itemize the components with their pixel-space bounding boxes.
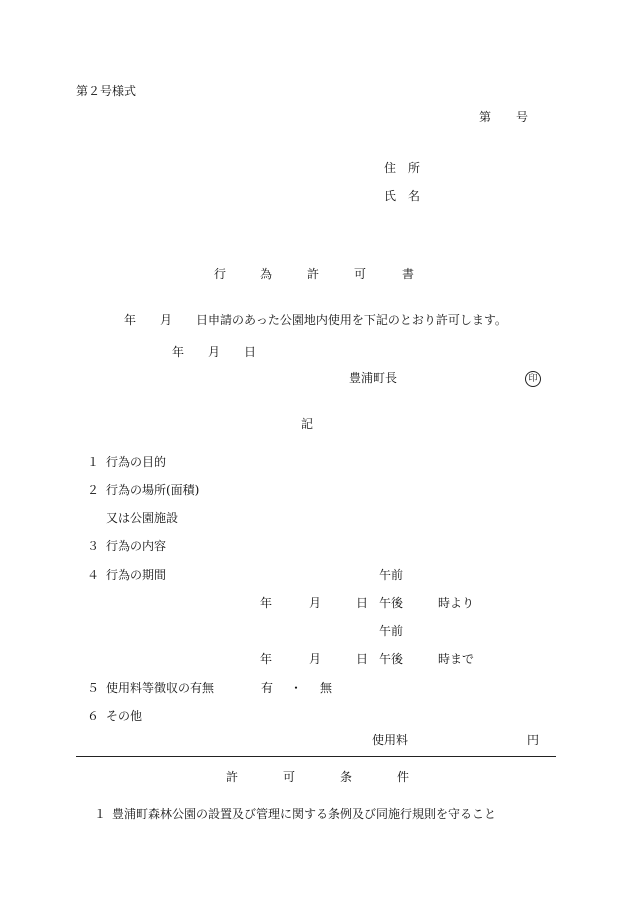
condition-text: 豊浦町森林公園の設置及び管理に関する条例及び同施行規則を守ること	[112, 807, 497, 821]
fee-unit: 円	[527, 733, 540, 747]
title-char: 行	[214, 267, 227, 281]
item-number: ６	[87, 709, 100, 723]
fee-separator: ・	[290, 681, 303, 695]
item-sublabel: 又は公園施設	[106, 511, 179, 525]
period-am: 午前	[379, 624, 404, 638]
title-char: 為	[260, 267, 273, 281]
period-am: 午前	[379, 568, 404, 582]
period-month: 月	[309, 652, 322, 666]
fee-label: 使用料	[372, 733, 409, 747]
intro-month: 月	[160, 313, 173, 327]
conditions-title-char: 条	[340, 770, 353, 784]
period-to: 時まで	[438, 652, 475, 666]
item-label: 行為の目的	[106, 455, 167, 469]
item-number: ２	[87, 483, 100, 497]
conditions-title-char: 可	[283, 770, 296, 784]
ki-heading: 記	[301, 417, 314, 431]
intro-year: 年	[124, 313, 137, 327]
item-number: ４	[87, 568, 100, 582]
item-number: １	[87, 455, 100, 469]
period-pm: 午後	[379, 652, 404, 666]
item-number: ５	[87, 681, 100, 695]
period-pm: 午後	[379, 596, 404, 610]
divider-line	[76, 756, 556, 757]
title-char: 許	[307, 267, 320, 281]
period-day: 日	[356, 596, 369, 610]
item-label: 行為の場所(面積)	[106, 483, 200, 497]
seal-mark: 印	[525, 371, 541, 387]
issue-day: 日	[244, 345, 257, 359]
doc-number-dai: 第	[479, 110, 492, 124]
period-month: 月	[309, 596, 322, 610]
item-label: 行為の内容	[106, 539, 167, 553]
fee-yes: 有	[261, 681, 274, 695]
item-label: 使用料等徴収の有無	[106, 681, 215, 695]
period-from: 時より	[438, 596, 475, 610]
fee-no: 無	[320, 681, 333, 695]
item-label: 行為の期間	[106, 568, 167, 582]
issuer: 豊浦町長	[349, 371, 398, 385]
issue-year: 年	[172, 345, 185, 359]
conditions-title-char: 許	[226, 770, 239, 784]
intro-sentence: 日申請のあった公園地内使用を下記のとおり許可します。	[196, 313, 507, 327]
form-number: 第２号様式	[76, 84, 137, 98]
address-label: 住 所	[384, 161, 421, 175]
period-day: 日	[356, 652, 369, 666]
period-year: 年	[260, 596, 273, 610]
issue-month: 月	[208, 345, 221, 359]
title-char: 可	[354, 267, 367, 281]
conditions-title-char: 件	[397, 770, 410, 784]
condition-number: １	[94, 807, 107, 821]
doc-number-go: 号	[516, 110, 529, 124]
period-year: 年	[260, 652, 273, 666]
item-number: ３	[87, 539, 100, 553]
name-label: 氏 名	[384, 189, 421, 203]
item-label: その他	[106, 709, 143, 723]
title-char: 書	[402, 267, 415, 281]
